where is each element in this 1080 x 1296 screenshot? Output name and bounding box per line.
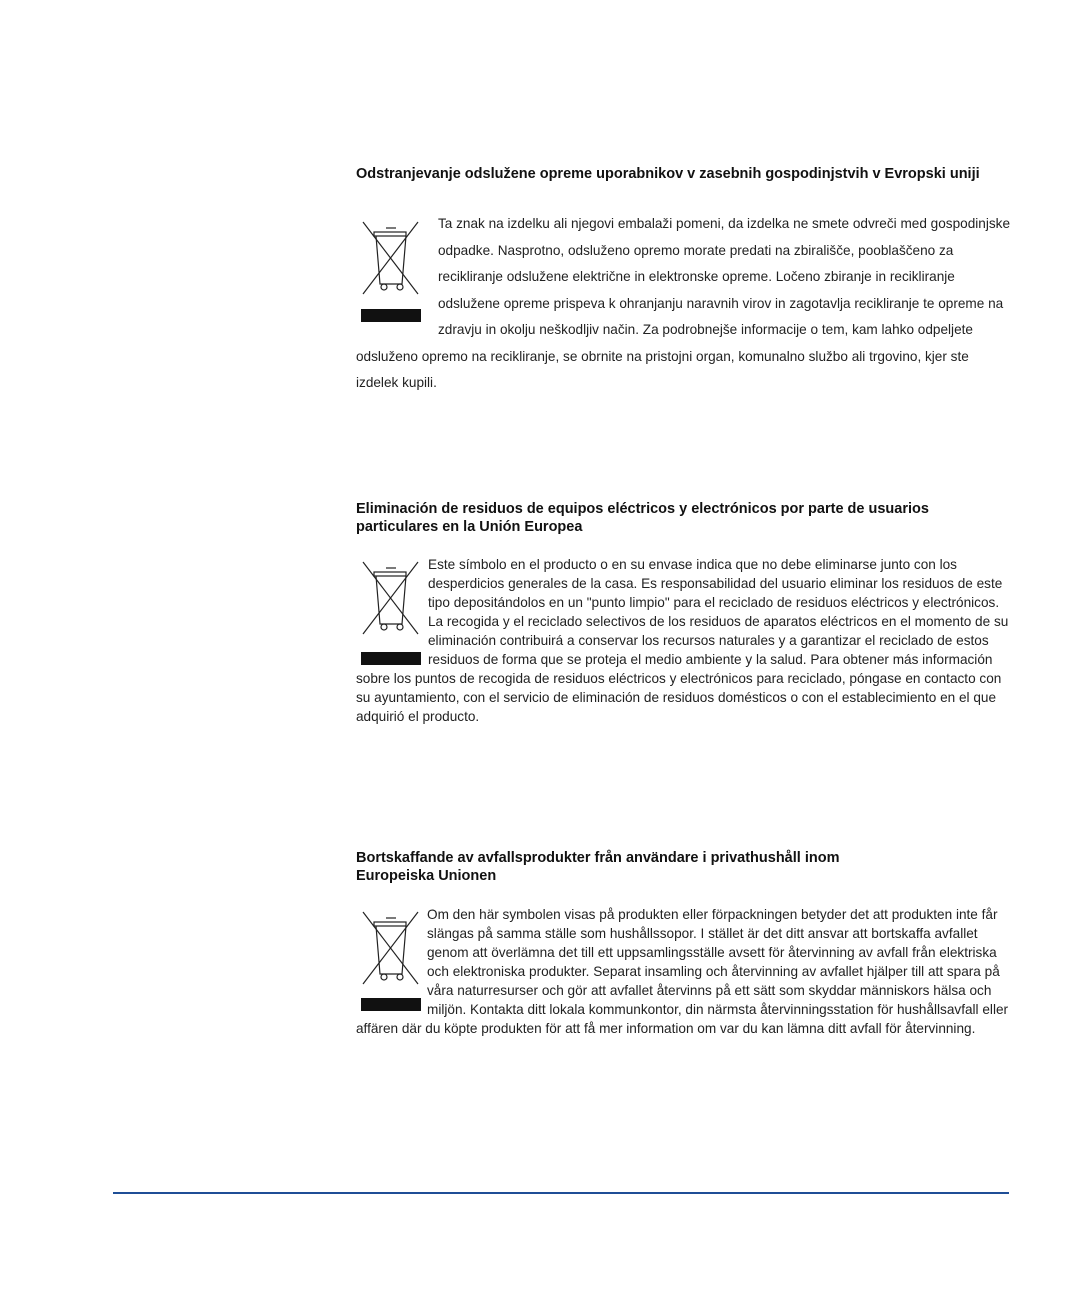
icon-spacer bbox=[356, 905, 427, 1017]
section-spanish bbox=[356, 500, 1011, 536]
section-title: Bortskaffande av avfallsprodukter från användare i privathushåll inom Europeiska Unionen bbox=[356, 850, 840, 884]
body-paragraph: Om den här symbolen visas på produkten eller förpackningen betyder det att produkten inte får slängas på samma ställe som hushållssopor. I stället är det ditt ansvar att bortskaffa avfallet genom att överlämna det till ett uppsamlingsställe avsett för återvinning av avfall från elektriska och elektroniska produkter. Separat insamling och återvinning av avfallet hjälper till att spara på våra naturresurser och gör att avfallet återvinns på ett sätt som skyddar människors hälsa och miljön. Kontakta ditt lokala kommunkontor, din närmsta återvinningsstation för hushållsavfall eller affären där du köpte produkten för att få mer information om var du kan lämna ditt avfall för återvinning. bbox=[356, 907, 1009, 1036]
section-slovenian bbox=[356, 165, 1011, 183]
icon-spacer bbox=[356, 211, 438, 342]
icon-spacer bbox=[356, 555, 428, 669]
body-paragraph: Ta znak na izdelku ali njegovi embalaži pomeni, da izdelka ne smete odvreči med gospodinjske odpadke. Nasprotno, odsluženo opremo morate predati na zbirališče, pooblaščeno za recikliranje odslužene električne in elektronske opreme. Ločeno zbiranje in recikliranje odslužene opreme prispeva k ohranjanju naravnih virov in zagotavlja recikliranje te opreme na zdravju in okolju neškodljiv način. Za podrobnejše informacije o tem, kam lahko odpeljete odsluženo opremo na recikliranje, se obrnite na pristojni organ, komunalno službo ali trgovino, kjer ste izdelek kupili. bbox=[356, 216, 1011, 390]
body-paragraph: Este símbolo en el producto o en su envase indica que no debe eliminarse junto con los desperdicios generales de la casa. Es responsabilidad del usuario eliminar los residuos de este tipo depositándolos en un "punto limpio" para el reciclado de residuos eléctricos y electrónicos. La recogida y el reciclado selectivos de los residuos de aparatos eléctricos en el momento de su eliminación contribuirá a conservar los recursos naturales y a garantizar el reciclado de estos residuos de forma que se proteja el medio ambiente y la salud. Para obtener más información sobre los puntos de recogida de residuos eléctricos y electrónicos para reciclado, póngase en contacto con su ayuntamiento, con el servicio de eliminación de residuos domésticos o con el establecimiento en el que adquirió el producto. bbox=[356, 557, 1009, 724]
section-title: Odstranjevanje odslužene opreme uporabnikov v zasebnih gospodinjstvih v Evropski uniji bbox=[356, 166, 980, 182]
section-swedish bbox=[356, 849, 1011, 885]
section-body bbox=[356, 555, 1011, 726]
footer-divider bbox=[113, 1192, 1009, 1194]
section-body bbox=[356, 905, 1011, 1038]
section-body bbox=[356, 211, 1011, 397]
section-title: Eliminación de residuos de equipos eléctricos y electrónicos por parte de usuarios particulares en la Unión Europea bbox=[356, 501, 929, 535]
